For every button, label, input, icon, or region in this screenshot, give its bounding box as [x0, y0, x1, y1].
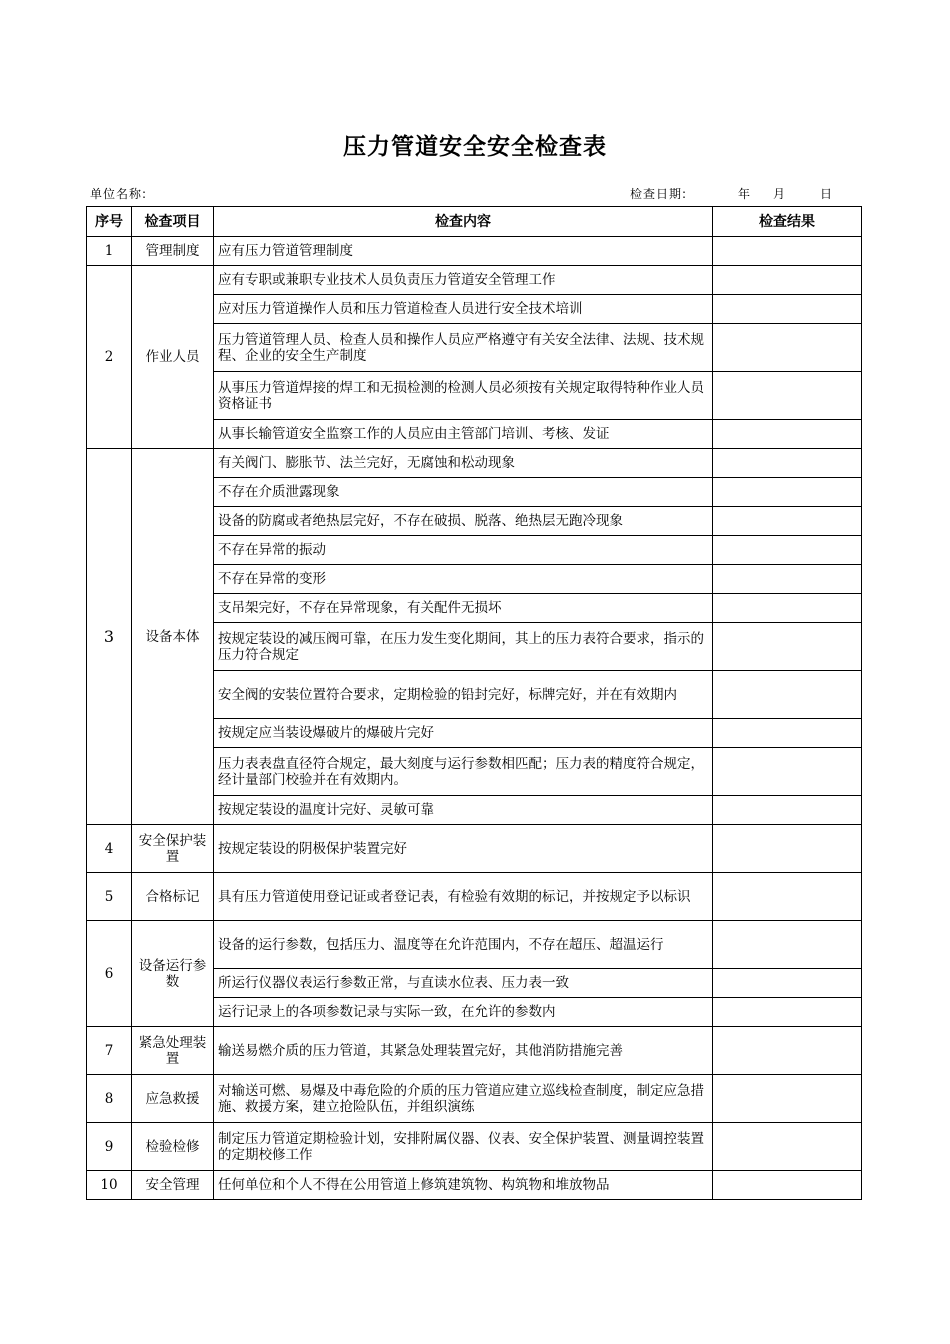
- check-item: 紧急处理装置: [132, 1027, 214, 1075]
- row-number: 10: [87, 1171, 132, 1200]
- check-date-label: 检查日期:: [630, 187, 688, 201]
- table-row: [87, 1075, 862, 1123]
- date-year: 年: [738, 187, 752, 201]
- check-content: 从事长输管道安全监察工作的人员应由主管部门培训、考核、发证: [214, 420, 713, 449]
- check-content: 所运行仪器仪表运行参数正常，与直读水位表、压力表一致: [214, 969, 713, 998]
- check-item: 合格标记: [132, 873, 214, 921]
- row-number: 3: [87, 449, 132, 825]
- check-result-cell[interactable]: [713, 623, 862, 671]
- header-no: 序号: [87, 207, 132, 237]
- date-day: 日: [820, 187, 834, 201]
- check-result-cell[interactable]: [713, 237, 862, 266]
- table-row: [87, 921, 862, 969]
- date-month: 月: [773, 187, 787, 201]
- check-content: 应对压力管道操作人员和压力管道检查人员进行安全技术培训: [214, 295, 713, 324]
- table-body: [87, 237, 862, 1200]
- check-content: 输送易燃介质的压力管道，其紧急处理装置完好，其他消防措施完善: [214, 1027, 713, 1075]
- check-result-cell[interactable]: [713, 536, 862, 565]
- check-result-cell[interactable]: [713, 1171, 862, 1200]
- check-result-cell[interactable]: [713, 1075, 862, 1123]
- check-result-cell[interactable]: [713, 565, 862, 594]
- check-content: 不存在异常的振动: [214, 536, 713, 565]
- check-result-cell[interactable]: [713, 478, 862, 507]
- table-row: [87, 266, 862, 295]
- row-number: 5: [87, 873, 132, 921]
- inspection-table: [86, 206, 862, 1200]
- table-row: [87, 449, 862, 478]
- check-result-cell[interactable]: [713, 748, 862, 796]
- check-content: 有关阀门、膨胀节、法兰完好，无腐蚀和松动现象: [214, 449, 713, 478]
- check-result-cell[interactable]: [713, 594, 862, 623]
- header-content: 检查内容: [214, 207, 713, 237]
- header-result: 检查结果: [713, 207, 862, 237]
- header-row: [87, 207, 862, 237]
- page-title: 压力管道安全安全检查表: [343, 134, 607, 160]
- table-row: [87, 1171, 862, 1200]
- table-row: [87, 825, 862, 873]
- check-item: 设备本体: [132, 449, 214, 825]
- row-number: 4: [87, 825, 132, 873]
- check-content: 安全阀的安装位置符合要求，定期检验的铅封完好，标牌完好，并在有效期内: [214, 671, 713, 719]
- check-date-field: [630, 185, 833, 202]
- table-row: [87, 873, 862, 921]
- row-number: 7: [87, 1027, 132, 1075]
- table-row: [87, 1027, 862, 1075]
- row-number: 2: [87, 266, 132, 449]
- check-content: 按规定装设的阴极保护装置完好: [214, 825, 713, 873]
- unit-name-label: 单位名称:: [90, 187, 148, 201]
- check-item: 设备运行参数: [132, 921, 214, 1027]
- check-content: 按规定装设的减压阀可靠，在压力发生变化期间，其上的压力表符合要求，指示的压力符合规定: [214, 623, 713, 671]
- check-result-cell[interactable]: [713, 449, 862, 478]
- check-result-cell[interactable]: [713, 266, 862, 295]
- check-content: 压力表表盘直径符合规定，最大刻度与运行参数相匹配；压力表的精度符合规定，经计量部门校验并在有效期内。: [214, 748, 713, 796]
- check-content: 设备的防腐或者绝热层完好，不存在破损、脱落、绝热层无跑冷现象: [214, 507, 713, 536]
- check-result-cell[interactable]: [713, 295, 862, 324]
- check-result-cell[interactable]: [713, 1123, 862, 1171]
- header-item: 检查项目: [132, 207, 214, 237]
- check-content: 设备的运行参数，包括压力、温度等在允许范围内，不存在超压、超温运行: [214, 921, 713, 969]
- check-result-cell[interactable]: [713, 719, 862, 748]
- check-result-cell[interactable]: [713, 998, 862, 1027]
- check-content: 不存在异常的变形: [214, 565, 713, 594]
- check-content: 不存在介质泄露现象: [214, 478, 713, 507]
- check-result-cell[interactable]: [713, 796, 862, 825]
- check-content: 按规定应当装设爆破片的爆破片完好: [214, 719, 713, 748]
- check-item: 检验检修: [132, 1123, 214, 1171]
- check-result-cell[interactable]: [713, 507, 862, 536]
- row-number: 1: [87, 237, 132, 266]
- check-result-cell[interactable]: [713, 324, 862, 372]
- check-content: 制定压力管道定期检验计划，安排附属仪器、仪表、安全保护装置、测量调控装置的定期校修工作: [214, 1123, 713, 1171]
- check-result-cell[interactable]: [713, 372, 862, 420]
- check-content: 支吊架完好，不存在异常现象，有关配件无损坏: [214, 594, 713, 623]
- check-content: 从事压力管道焊接的焊工和无损检测的检测人员必须按有关规定取得特种作业人员资格证书: [214, 372, 713, 420]
- table-row: [87, 1123, 862, 1171]
- row-number: 9: [87, 1123, 132, 1171]
- check-result-cell[interactable]: [713, 921, 862, 969]
- check-item: 管理制度: [132, 237, 214, 266]
- row-number: 8: [87, 1075, 132, 1123]
- check-item: 作业人员: [132, 266, 214, 449]
- check-item: 安全管理: [132, 1171, 214, 1200]
- check-content: 压力管道管理人员、检查人员和操作人员应严格遵守有关安全法律、法规、技术规程、企业的安全生产制度: [214, 324, 713, 372]
- check-item: 应急救援: [132, 1075, 214, 1123]
- check-result-cell[interactable]: [713, 825, 862, 873]
- check-content: 应有专职或兼职专业技术人员负责压力管道安全管理工作: [214, 266, 713, 295]
- check-content: 对输送可燃、易爆及中毒危险的介质的压力管道应建立巡线检查制度，制定应急措施、救援方案，建立抢险队伍，并组织演练: [214, 1075, 713, 1123]
- check-content: 按规定装设的温度计完好、灵敏可靠: [214, 796, 713, 825]
- check-result-cell[interactable]: [713, 969, 862, 998]
- check-item: 安全保护装置: [132, 825, 214, 873]
- check-content: 运行记录上的各项参数记录与实际一致，在允许的参数内: [214, 998, 713, 1027]
- check-content: 任何单位和个人不得在公用管道上修筑建筑物、构筑物和堆放物品: [214, 1171, 713, 1200]
- check-content: 应有压力管道管理制度: [214, 237, 713, 266]
- check-result-cell[interactable]: [713, 671, 862, 719]
- check-result-cell[interactable]: [713, 873, 862, 921]
- table-row: [87, 237, 862, 266]
- check-content: 具有压力管道使用登记证或者登记表，有检验有效期的标记，并按规定予以标识: [214, 873, 713, 921]
- check-result-cell[interactable]: [713, 420, 862, 449]
- check-result-cell[interactable]: [713, 1027, 862, 1075]
- row-number: 6: [87, 921, 132, 1027]
